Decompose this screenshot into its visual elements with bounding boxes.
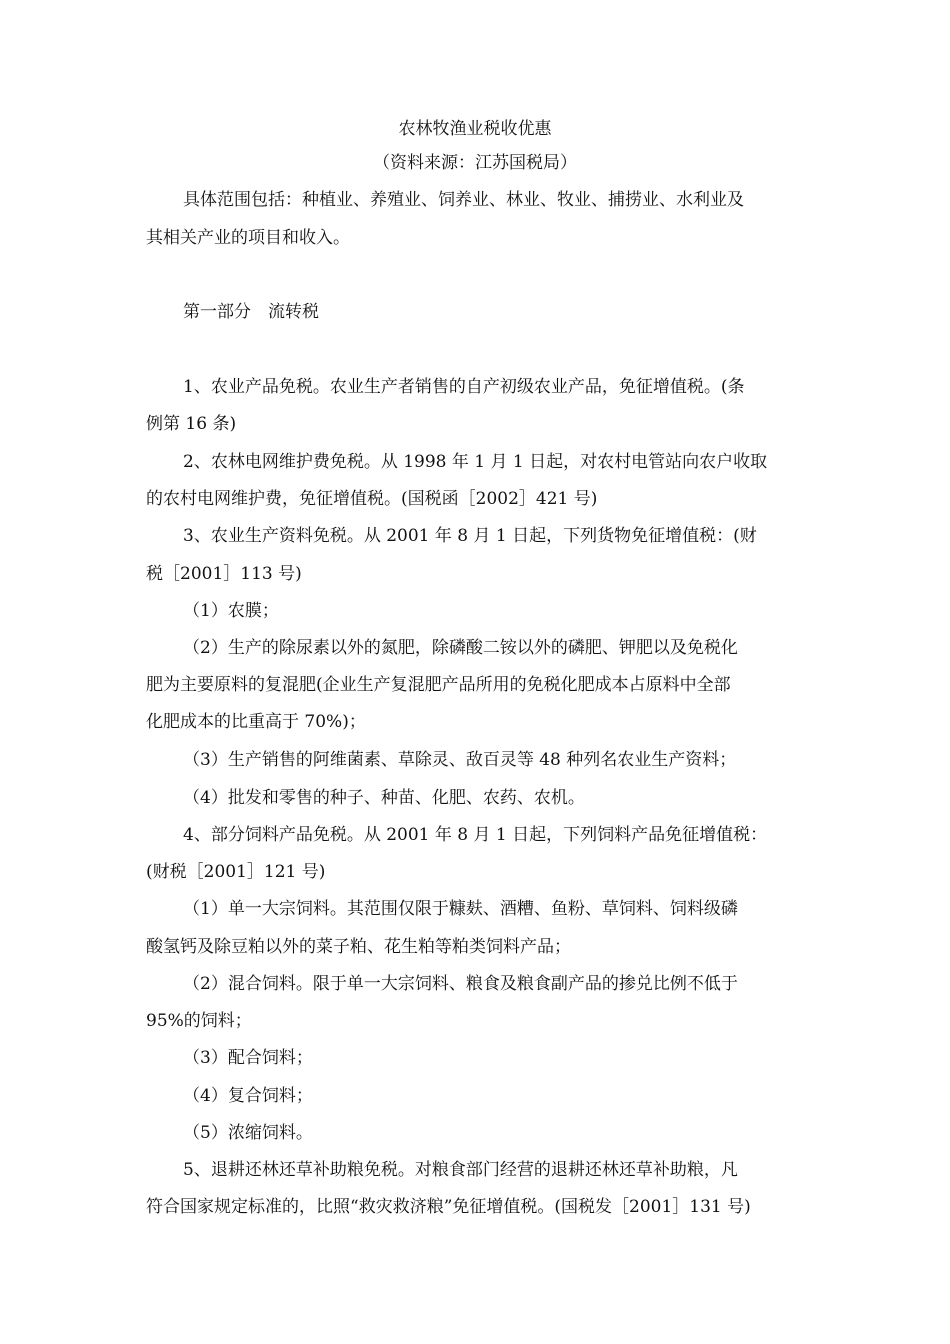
paragraph-line: 的农村电网维护费，免征增值税。(国税函［2002］421 号) bbox=[146, 489, 598, 509]
scope-paragraph-line: 其相关产业的项目和收入。 bbox=[146, 228, 350, 248]
list-item: （3）配合饲料； bbox=[183, 1048, 313, 1068]
list-item: （1）单一大宗饲料。其范围仅限于糠麸、酒糟、鱼粉、草饲料、饲料级磷 bbox=[183, 899, 738, 919]
paragraph-line: (财税［2001］121 号) bbox=[146, 862, 326, 882]
paragraph-line: 4、部分饲料产品免税。从 2001 年 8 月 1 日起，下列饲料产品免征增值税： bbox=[183, 825, 768, 845]
list-item: （3）生产销售的阿维菌素、草除灵、敌百灵等 48 种列名农业生产资料； bbox=[183, 750, 737, 770]
list-item: （5）浓缩饲料。 bbox=[183, 1123, 313, 1143]
list-item: （4）复合饲料； bbox=[183, 1086, 313, 1106]
paragraph-line: 符合国家规定标准的，比照“救灾救济粮”免征增值税。(国税发［2001］131 号) bbox=[146, 1197, 751, 1217]
paragraph-line: 2、农林电网维护费免税。从 1998 年 1 月 1 日起，对农村电管站向农户收取 bbox=[183, 452, 768, 472]
document-title: 农林牧渔业税收优惠 bbox=[398, 119, 552, 139]
scope-paragraph-line: 具体范围包括：种植业、养殖业、饲养业、林业、牧业、捕捞业、水利业及 bbox=[183, 190, 744, 210]
paragraph-line: 1、农业产品免税。农业生产者销售的自产初级农业产品，免征增值税。(条 bbox=[183, 377, 745, 397]
list-item: （2）生产的除尿素以外的氮肥，除磷酸二铵以外的磷肥、钾肥以及免税化 bbox=[183, 638, 738, 658]
document-source: （资料来源：江苏国税局） bbox=[373, 153, 577, 173]
paragraph-line: 税［2001］113 号) bbox=[146, 564, 302, 584]
list-item: （1）农膜； bbox=[183, 601, 279, 621]
paragraph-line: 95%的饲料； bbox=[146, 1011, 252, 1031]
paragraph-line: 3、农业生产资料免税。从 2001 年 8 月 1 日起，下列货物免征增值税：(财 bbox=[183, 526, 757, 546]
paragraph-line: 肥为主要原料的复混肥(企业生产复混肥产品所用的免税化肥成本占原料中全部 bbox=[146, 675, 731, 695]
section-heading: 第一部分 流转税 bbox=[183, 302, 319, 322]
list-item: （4）批发和零售的种子、种苗、化肥、农药、农机。 bbox=[183, 788, 585, 808]
paragraph-line: 酸氢钙及除豆粕以外的菜子粕、花生粕等粕类饲料产品； bbox=[146, 937, 571, 957]
list-item: （2）混合饲料。限于单一大宗饲料、粮食及粮食副产品的掺兑比例不低于 bbox=[183, 974, 738, 994]
paragraph-line: 例第 16 条) bbox=[146, 414, 237, 434]
paragraph-line: 化肥成本的比重高于 70%)； bbox=[146, 712, 366, 732]
paragraph-line: 5、退耕还林还草补助粮免税。对粮食部门经营的退耕还林还草补助粮，凡 bbox=[183, 1160, 738, 1180]
